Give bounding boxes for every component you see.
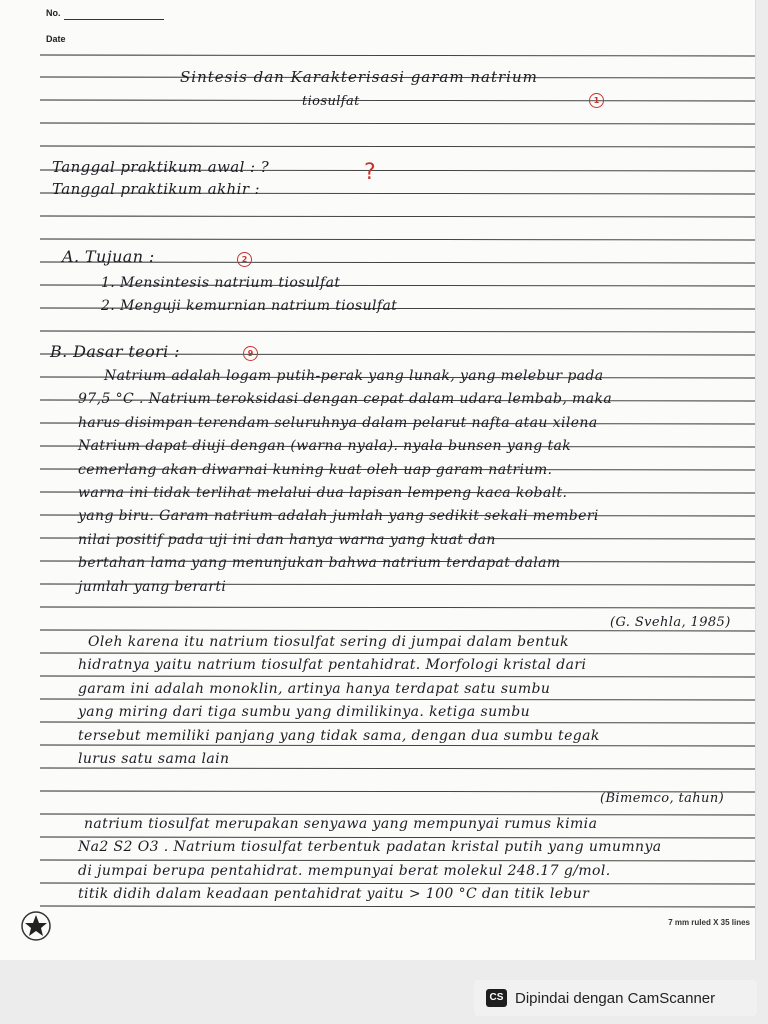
text-line: harus disimpan terendam seluruhnya dalam pelarut nafta atau xilena bbox=[78, 414, 598, 431]
date-label: Date bbox=[46, 34, 66, 44]
text-line: garam ini adalah monoklin, artinya hanya terdapat satu sumbu bbox=[78, 680, 551, 697]
citation-2: (Bimemco, tahun) bbox=[600, 791, 725, 806]
text-line: tersebut memiliki panjang yang tidak sama, dengan dua sumbu tegak bbox=[78, 727, 600, 744]
title-line-2: tiosulfat bbox=[302, 94, 360, 109]
text-line: hidratnya yaitu natrium tiosulfat pentahidrat. Morfologi kristal dari bbox=[78, 657, 587, 674]
camscanner-label: Dipindai dengan CamScanner bbox=[515, 989, 716, 1007]
text-line: Natrium adalah logam putih-perak yang lunak, yang melebur pada bbox=[104, 368, 604, 384]
camscanner-badge bbox=[474, 980, 757, 1016]
text-line: bertahan lama yang menunjukan bahwa natrium terdapat dalam bbox=[78, 555, 561, 572]
tujuan-item-1: 1. Mensintesis natrium tiosulfat bbox=[101, 275, 341, 291]
text-line: titik didih dalam keadaan pentahidrat yaitu > 100 °C dan titik lebur bbox=[78, 886, 590, 903]
text-line: Oleh karena itu natrium tiosulfat sering di jumpai dalam bentuk bbox=[88, 634, 569, 650]
text-line: cemerlang akan diwarnai kuning kuat oleh uap garam natrium. bbox=[78, 461, 553, 478]
date-end: Tanggal praktikum akhir : bbox=[52, 180, 261, 198]
camscanner-logo-icon: CS bbox=[486, 989, 507, 1007]
citation-1: (G. Svehla, 1985) bbox=[610, 615, 731, 630]
dasar-mark: 9 bbox=[243, 346, 258, 361]
dasar-heading: B. Dasar teori : bbox=[50, 342, 180, 361]
text-line: yang biru. Garam natrium adalah jumlah yang sedikit sekali memberi bbox=[78, 508, 599, 525]
text-line: natrium tiosulfat merupakan senyawa yang mempunyai rumus kimia bbox=[84, 816, 598, 832]
tujuan-heading: A. Tujuan : bbox=[62, 247, 155, 266]
title-mark: 1 bbox=[589, 93, 604, 108]
text-line: 97,5 °C . Natrium teroksidasi dengan cepat dalam udara lembab, maka bbox=[78, 391, 613, 408]
text-line: lurus satu sama lain bbox=[78, 751, 230, 767]
title-line-1: Sintesis dan Karakterisasi garam natrium bbox=[180, 68, 538, 86]
no-underline bbox=[64, 19, 164, 20]
date-start: Tanggal praktikum awal : ? bbox=[52, 158, 270, 176]
text-line: yang miring dari tiga sumbu yang dimilikinya. ketiga sumbu bbox=[78, 704, 530, 721]
text-line: warna ini tidak terlihat melalui dua lapisan lempeng kaca kobalt. bbox=[78, 485, 568, 501]
tujuan-mark: 2 bbox=[237, 252, 252, 267]
dates-mark: ? bbox=[364, 160, 376, 185]
text-line: Natrium dapat diuji dengan (warna nyala). nyala bunsen yang tak bbox=[78, 438, 572, 455]
tujuan-item-2: 2. Menguji kemurnian natrium tiosulfat bbox=[101, 298, 398, 314]
no-label: No. bbox=[46, 8, 61, 18]
brand-star-icon bbox=[20, 910, 52, 942]
text-line: Na2 S2 O3 . Natrium tiosulfat terbentuk padatan kristal putih yang umumnya bbox=[78, 839, 662, 856]
text-line: di jumpai berupa pentahidrat. mempunyai berat molekul 248.17 g/mol. bbox=[78, 862, 611, 879]
text-line: jumlah yang berarti bbox=[78, 578, 227, 595]
ruled-info: 7 mm ruled X 35 lines bbox=[668, 918, 750, 927]
text-line: nilai positif pada uji ini dan hanya warna yang kuat dan bbox=[78, 531, 496, 548]
